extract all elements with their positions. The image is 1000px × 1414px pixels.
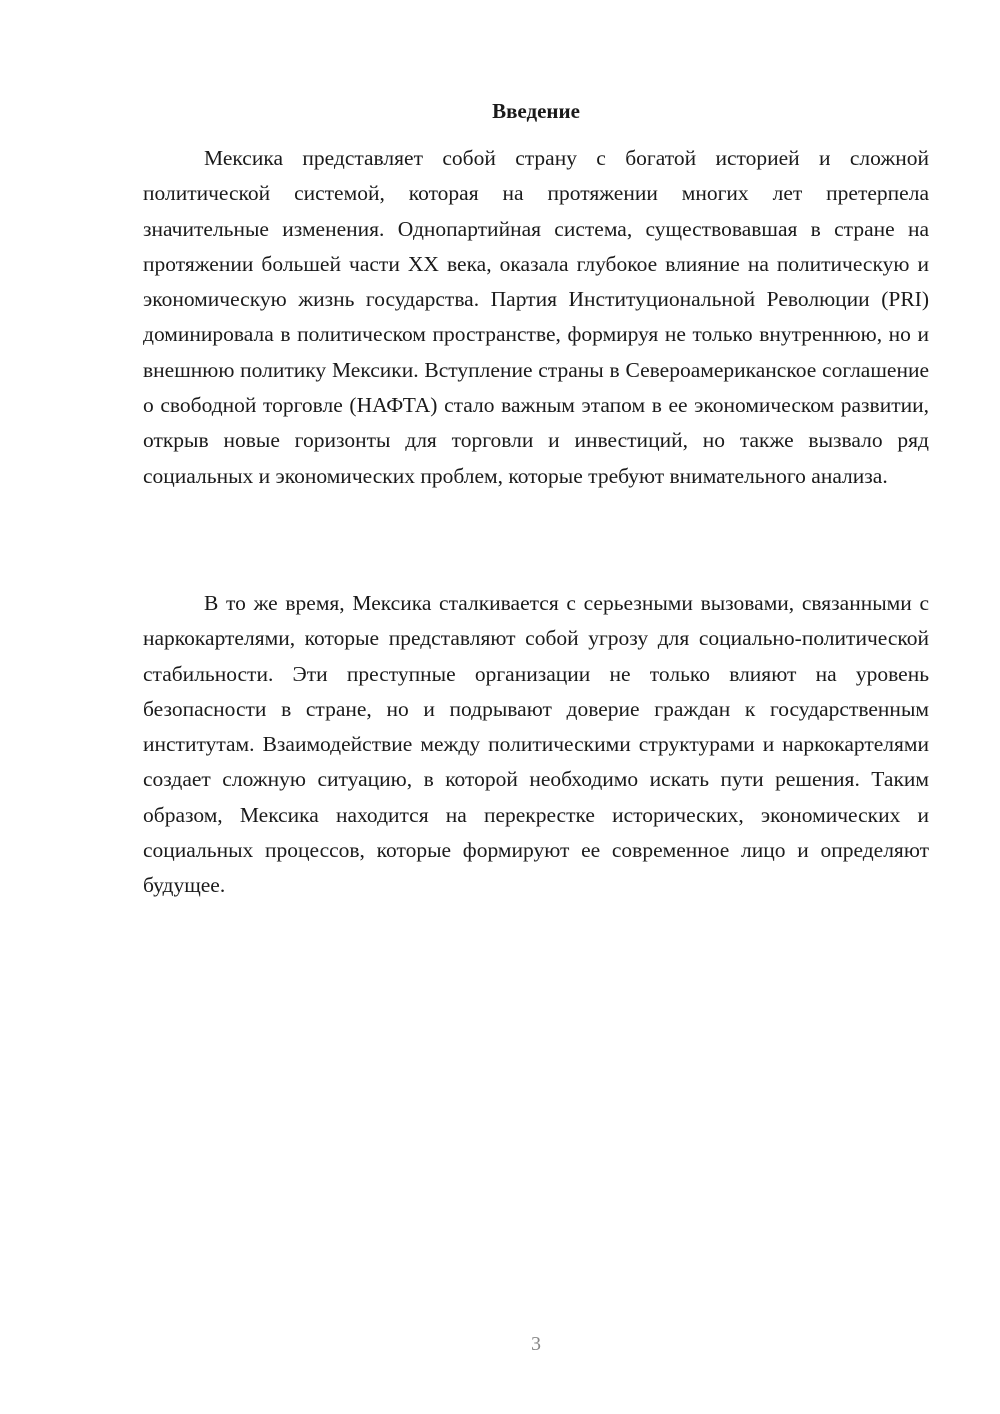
section-heading: Введение [492,99,580,123]
paragraph-2: В то же время, Мексика сталкивается с серьезными вызовами, связанными с наркокартелями, которые представляют собой угрозу для социально-политической стабильности. Эти преступные организации не только влияют на уровень безопасности в стране, но и подрывают доверие граждан к государственным институтам. Взаимодействие между политическими структурами и наркокартелями создает сложную ситуацию, в которой необходимо искать пути решения. Таким образом, Мексика находится на перекрестке исторических, экономических и социальных процессов, которые формируют ее современное лицо и определяют будущее. [143,591,929,898]
page-number: 3 [531,1333,541,1355]
paragraph-1: Мексика представляет собой страну с богатой историей и сложной политической системой, которая на протяжении многих лет претерпела значительные изменения. Однопартийная система, существовавшая в стране на протяжении большей части XX века, оказала глубокое влияние на политическую и экономическую жизнь государства. Партия Институциональной Революции (PRI) доминировала в политическом пространстве, формируя не только внутреннюю, но и внешнюю политику Мексики. Вступление страны в Североамериканское соглашение о свободной торговле (НАФТА) стало важным этапом в ее экономическом развитии, открыв новые горизонты для торговли и инвестиций, но также вызвало ряд социальных и экономических проблем, которые требуют внимательного анализа. [143,146,929,488]
